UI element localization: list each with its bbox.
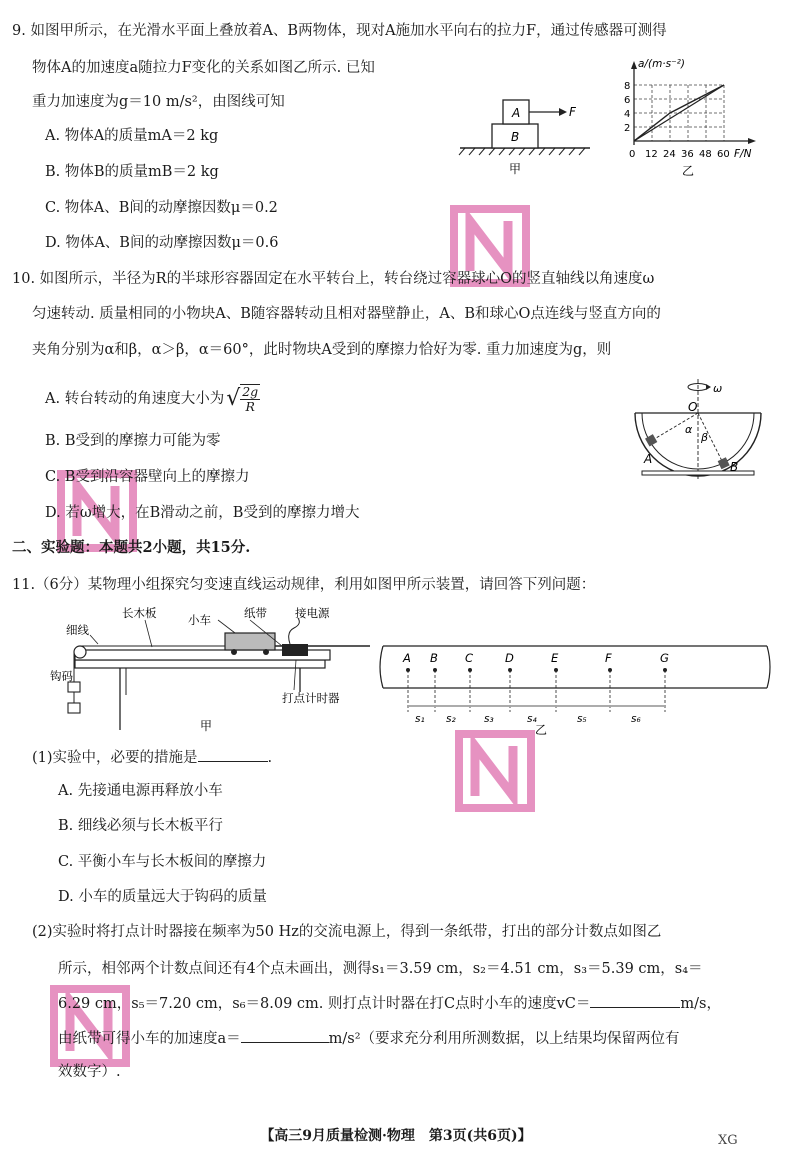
section-experiment-header: 二、实验题：本题共2小题，共15分. xyxy=(12,539,251,556)
y-tick-4: 4 xyxy=(624,109,631,120)
q10-option-b: B. B受到的摩擦力可能为零 xyxy=(45,433,221,449)
y-tick-2: 2 xyxy=(624,123,631,134)
q11-part2-line-2: 所示，相邻两个计数点间还有4个点未画出，测得s₁＝3.59 cm，s₂＝4.51 cm，s₃＝5.39 cm，s₄＝ xyxy=(58,961,703,977)
corner-code: XG xyxy=(718,1133,738,1148)
x-tick-36: 36 xyxy=(681,149,694,160)
watermark-logo xyxy=(455,730,535,816)
q9-figure-jia xyxy=(455,90,595,180)
label-board: 长木板 xyxy=(122,606,157,620)
q9-option-c: C. 物体A、B间的动摩擦因数μ＝0.2 xyxy=(45,200,278,216)
point-a: A xyxy=(403,651,411,665)
label-block-a: A xyxy=(512,106,521,120)
segment-s5: s₅ xyxy=(577,713,587,725)
caption-yi: 乙 xyxy=(535,723,548,735)
q11-option-a: A. 先接通电源再释放小车 xyxy=(58,783,223,799)
q11-part1-blank[interactable] xyxy=(198,746,268,762)
sqrt-expression: √ $\frac{2g}{R}$ xyxy=(226,384,259,414)
q11-option-d: D. 小车的质量远大于钩码的质量 xyxy=(58,889,267,905)
y-axis-label: a/(m·s⁻²) xyxy=(638,58,685,70)
caption-jia: 甲 xyxy=(509,162,522,176)
sqrt-numerator: 2g xyxy=(242,384,259,399)
q11-part2-line-3-unit: m/s， xyxy=(680,996,721,1012)
q9-figure-yi xyxy=(612,55,772,180)
label-force: F xyxy=(569,105,576,119)
x-tick-24: 24 xyxy=(663,149,676,160)
label-b: B xyxy=(730,460,739,474)
q9-option-a: A. 物体A的质量mA＝2 kg xyxy=(45,128,219,144)
x-tick-48: 48 xyxy=(699,149,712,160)
block-b-marker xyxy=(718,457,730,469)
segment-s6: s₆ xyxy=(631,713,641,725)
label-tape: 纸带 xyxy=(244,606,267,620)
q9-line-1: 9. 如图甲所示，在光滑水平面上叠放着A、B两物体，现对A施加水平向右的拉力F，通过传感器可测得 xyxy=(12,23,667,39)
q11-part2-line-4-tail: m/s²（要求充分利用所测数据，以上结果均保留两位有 xyxy=(328,1031,680,1047)
q11-option-b: B. 细线必须与长木板平行 xyxy=(58,818,223,834)
label-weight: 钩码 xyxy=(50,669,73,683)
q10-option-c: C. B受到沿容器壁向上的摩擦力 xyxy=(45,469,250,485)
caption-yi: 乙 xyxy=(682,164,695,178)
q11-part1 xyxy=(32,746,272,769)
q9-option-b: B. 物体B的质量mB＝2 kg xyxy=(45,164,219,180)
acceleration-answer-blank[interactable] xyxy=(241,1027,329,1043)
point-f: F xyxy=(605,651,612,665)
q11-part2-line-3 xyxy=(58,992,721,1015)
segment-s4: s₄ xyxy=(527,713,537,725)
q11-part2-line-3-text: 6.29 cm，s₅＝7.20 cm，s₆＝8.09 cm. 则打点计时器在打C点时小车的速度vC＝ xyxy=(58,996,591,1012)
label-beta: β xyxy=(701,431,709,444)
y-tick-8: 8 xyxy=(624,81,631,92)
q11-figure-yi xyxy=(375,640,775,735)
x-tick-60: 60 xyxy=(717,149,730,160)
q11-option-c: C. 平衡小车与长木板间的摩擦力 xyxy=(58,854,267,870)
point-g: G xyxy=(660,651,669,665)
cart xyxy=(225,633,275,650)
x-tick-12: 12 xyxy=(645,149,658,160)
label-omega: ω xyxy=(713,382,723,395)
segment-s2: s₂ xyxy=(446,713,456,725)
q10-line-3: 夹角分别为α和β，α＞β，α＝60°，此时物块A受到的摩擦力恰好为零. 重力加速度为g，则 xyxy=(32,342,612,358)
q10-line-1: 10. 如图所示，半径为R的半球形容器固定在水平转台上，转台绕过容器球心O的竖直轴线以角速度ω xyxy=(12,271,655,287)
label-block-b: B xyxy=(511,130,520,144)
q10-option-d: D. 若ω增大，在B滑动之前，B受到的摩擦力增大 xyxy=(45,505,360,521)
q10-option-a xyxy=(45,384,260,414)
q10-option-a-text: A. 转台转动的角速度大小为 xyxy=(45,391,225,407)
point-e: E xyxy=(551,651,559,665)
label-alpha: α xyxy=(685,423,693,436)
q11-part2-line-1: (2)实验时将打点计时器接在频率为50 Hz的交流电源上，得到一条纸带，打出的部分计数点如图乙 xyxy=(32,924,662,940)
caption-jia: 甲 xyxy=(200,719,213,733)
point-c: C xyxy=(465,651,474,665)
label-timer: 打点计时器 xyxy=(282,691,340,705)
q11-part2-line-4-text: 由纸带可得小车的加速度a＝ xyxy=(58,1031,241,1047)
q10-figure-hemisphere xyxy=(630,375,770,485)
label-power: 接电源 xyxy=(295,606,330,620)
segment-s3: s₃ xyxy=(484,713,494,725)
label-cart: 小车 xyxy=(188,613,211,627)
vc-answer-blank[interactable] xyxy=(590,992,680,1008)
segment-s1: s₁ xyxy=(415,713,425,725)
point-d: D xyxy=(505,651,514,665)
y-tick-6: 6 xyxy=(624,95,631,106)
q9-line-3: 重力加速度为g＝10 m/s²，由图线可知 xyxy=(32,94,285,110)
sqrt-denominator: R xyxy=(245,399,255,414)
point-b: B xyxy=(430,651,438,665)
q9-option-d: D. 物体A、B间的动摩擦因数μ＝0.6 xyxy=(45,235,279,251)
q10-line-2: 匀速转动. 质量相同的小物块A、B随容器转动且相对器壁静止，A、B和球心O点连线与竖直方向的 xyxy=(32,306,661,322)
q9-line-2: 物体A的加速度a随拉力F变化的关系如图乙所示. 已知 xyxy=(32,60,375,76)
q11-part2-line-5: 效数字）. xyxy=(58,1064,121,1080)
q11-part1-end: . xyxy=(267,750,273,766)
page-footer: 【高三9月质量检测·物理 第3页(共6页)】 xyxy=(260,1128,532,1144)
label-o: O xyxy=(688,400,698,414)
timer xyxy=(282,644,308,656)
label-rope: 细线 xyxy=(66,623,89,637)
q11-part1-text: (1)实验中，必要的措施是 xyxy=(32,750,198,766)
x-axis-label: F/N xyxy=(734,148,752,160)
x-tick-0: 0 xyxy=(629,149,636,160)
q11-figure-jia xyxy=(50,600,375,735)
q11-line-1: 11.（6分）某物理小组探究匀变速直线运动规律，利用如图甲所示装置，请回答下列问题： xyxy=(12,577,596,593)
q11-part2-line-4 xyxy=(58,1027,680,1050)
label-a: A xyxy=(644,452,653,466)
